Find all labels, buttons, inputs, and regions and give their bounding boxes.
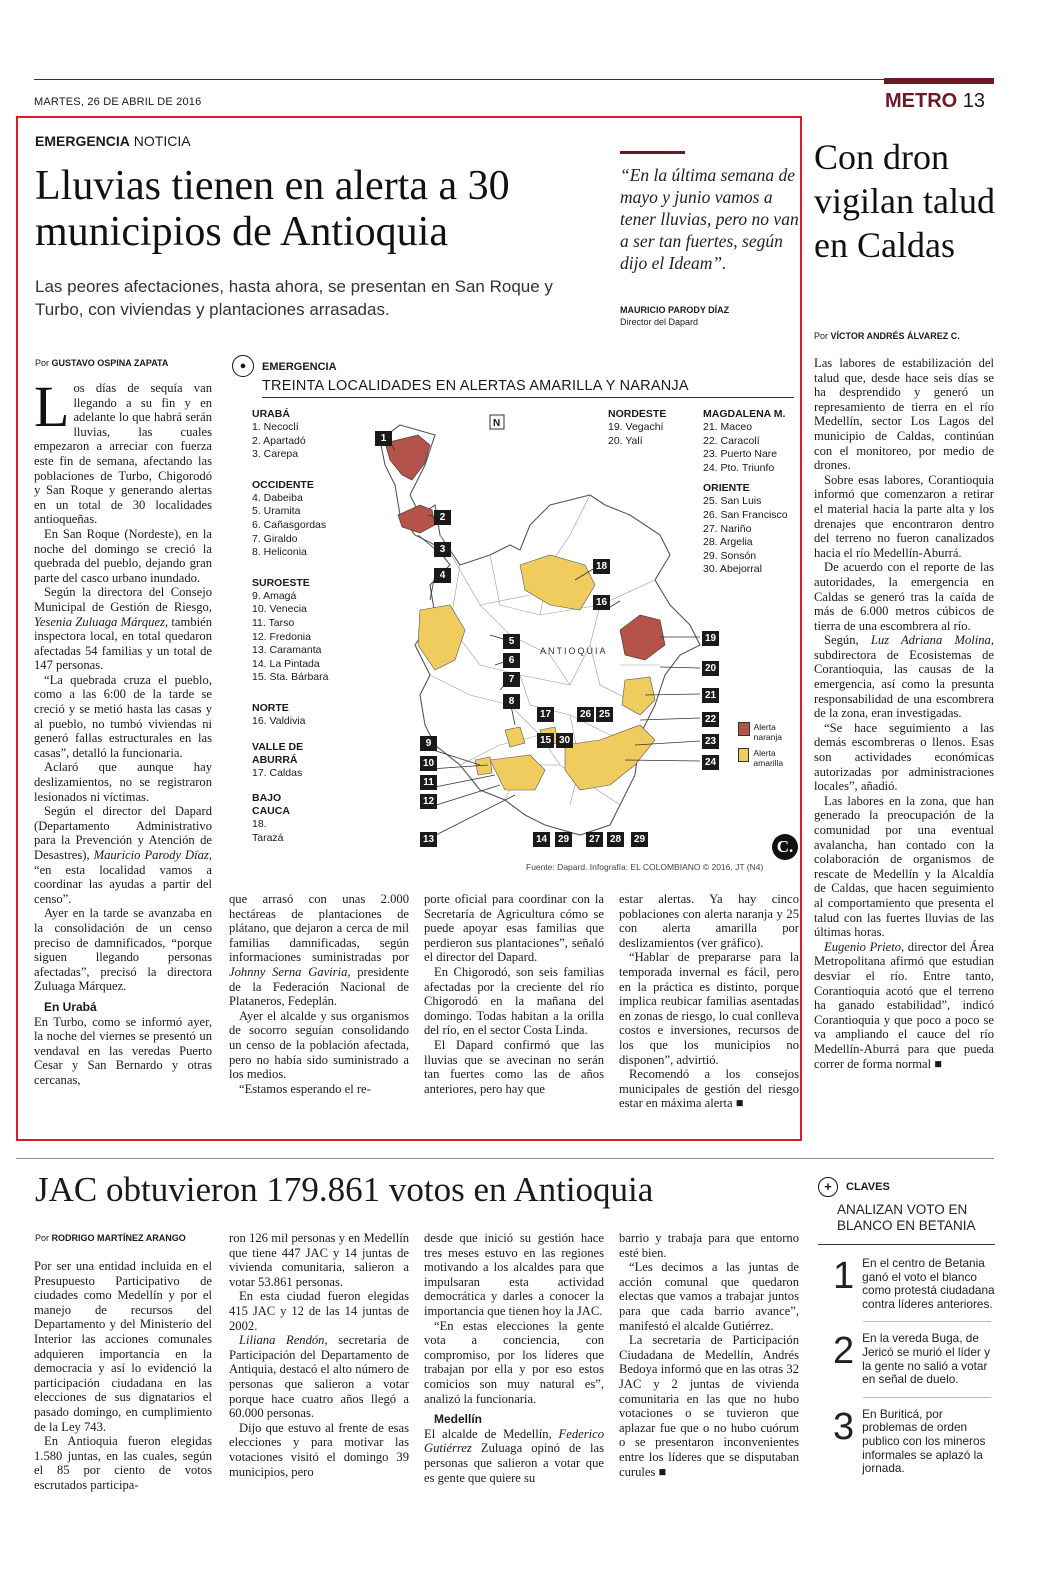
- region-name: ORIENTE: [703, 482, 750, 495]
- article-paragraph: En Antioquia fueron elegidas 1.580 juntas, en las cuales, según el 85 por ciento de votos escrutados participa-: [34, 1434, 212, 1492]
- map-marker-28: 28: [607, 832, 624, 847]
- map-marker-19: 19: [702, 631, 719, 646]
- paragraph-text: La secretaria de Participación Ciudadana de Medellín, Andrés Bedoya informó que en las otras 32 JAC y 2 juntas de vivienda comunitaria en las que no hubo votaciones o se tuvieron que aplazar fue que o no hubo cuórum o se presentaron inconvenientes entre los líderes que se disputaban curules: [619, 1333, 799, 1479]
- quote-author-role: Director del Dapard: [620, 317, 699, 327]
- section-tab: [884, 78, 994, 84]
- article-paragraph: Dijo que estuvo al frente de esas elecciones y para motivar las votaciones visitó el domingo 39 municipios, pero: [229, 1420, 409, 1479]
- locality: 29. Sonsón: [703, 549, 757, 562]
- article-paragraph: En Turbo, como se informó ayer, la noche del viernes se presentó un vendaval en las veredas Puerto Cesar y San Bernardo y otras cercanas,: [34, 1014, 212, 1087]
- map-marker-4: 4: [434, 568, 451, 583]
- legend-orange: [738, 722, 796, 742]
- article-paragraph: “La quebrada cruza el pueblo, como a las 6:00 de la tarde se creció y se metió hasta las casas y al pueblo, no tumbó viviendas ni generó fallas estructurales en las casas”, detalló la funcionaria.: [34, 672, 212, 760]
- locality: 13. Caramanta: [252, 644, 322, 657]
- paragraph-text: El alcalde de Medellín,: [424, 1426, 559, 1441]
- infographic-source: Fuente: Dapard. Infografía: EL COLOMBIANO © 2016. JT (N4): [526, 862, 764, 872]
- byline-author: GUSTAVO OSPINA ZAPATA: [51, 358, 169, 368]
- article-paragraph: barrio y trabaja para que entorno esté bien.: [619, 1231, 799, 1260]
- map-marker-11: 11: [420, 775, 437, 790]
- map-marker-13: 13: [420, 832, 437, 847]
- drop-cap: L: [34, 374, 70, 439]
- byline-author: RODRIGO MARTÍNEZ ARANGO: [51, 1233, 186, 1243]
- region-group-bajo-cauca: [252, 792, 297, 845]
- claves-kicker: CLAVES: [846, 1181, 890, 1193]
- article-paragraph: En San Roque (Nordeste), en la noche del domingo se creció la quebrada del pueblo, dejando gran parte del casco urbano inundado.: [34, 526, 212, 585]
- paragraph-text: os días de sequía van llegando a su fin y en adelante lo que habrá serán lluvias, las cuales empezaron a arreciar con fuerza este fin de semana, afectando las poblaciones de Turbo, Chigorodó y San Roque y generando alertas en un total de 30 localidades antioqueñas.: [34, 381, 212, 527]
- side-column: [814, 356, 994, 1071]
- infographic-title: TREINTA LOCALIDADES EN ALERTAS AMARILLA Y NARANJA: [262, 378, 689, 394]
- article-paragraph: Las labores en la zona, que han generado la preocupación de la comunidad por una eventual avalancha, han contado con la colaboración de organismos de rescate de Medellín y la Alcaldía de Caldas, que hacen seguimiento al comportamiento que presenta el talud con las fuertes lluvias de las últimas horas.: [814, 793, 994, 940]
- map-marker-9: 9: [420, 736, 437, 751]
- claves-rule: [818, 1244, 995, 1245]
- locality: 16. Valdivia: [252, 714, 306, 727]
- map-marker-23: 23: [702, 734, 719, 749]
- infographic-kicker: EMERGENCIA: [262, 361, 337, 373]
- region-name: VALLE DE ABURRÁ: [252, 740, 304, 766]
- claves-list: [833, 1257, 998, 1476]
- water-drop-icon: ●: [232, 355, 254, 377]
- locality: 18. Tarazá: [252, 818, 284, 844]
- person-name: Mauricio Parody Díaz,: [93, 848, 212, 862]
- locality: 25. San Luis: [703, 495, 762, 508]
- legend-swatch-orange: [738, 722, 750, 736]
- plus-icon: +: [818, 1177, 838, 1197]
- north-label: N: [493, 418, 501, 429]
- article-headline: Lluvias tienen en alerta a 30 municipios de Antioquia: [35, 163, 510, 255]
- article-paragraph: El Dapard confirmó que las lluvias que se avecinan no serán tan fuertes como las de años anteriores, pero hay que: [424, 1037, 604, 1096]
- claves-number: 2: [833, 1330, 855, 1373]
- locality: 11. Tarso: [252, 616, 295, 629]
- article-paragraph: Ayer en la tarde se avanzaba en la consolidación de un censo preciso de damnificados, “porque siguen llegando personas afectadas”, precisó la directora Zuluaga Márquez.: [34, 906, 212, 994]
- pull-quote: “En la última semana de mayo y junio vamos a tener lluvias, pero no van a ser tan fuertes, según dijo el Ideam”.: [620, 165, 799, 273]
- paragraph-text: Zuluaga opinó de las personas que salieron a votar que es gente que quiere su: [424, 1441, 604, 1485]
- map-marker-18: 18: [593, 559, 610, 574]
- person-name: Yesenia Zuluaga Márquez,: [34, 614, 169, 629]
- map-marker-12: 12: [420, 794, 437, 809]
- locality: 10. Venecia: [252, 603, 307, 616]
- bottom-column-2: [229, 1231, 409, 1479]
- map-marker-24: 24: [702, 755, 719, 770]
- region-label: ANTIOQUIA: [540, 646, 608, 656]
- article-paragraph: “Les decimos a las juntas de acción comunal que quedaron electas que vamos a trabajar juntos para que cada barrio avance”, manifestó el alcalde Gutiérrez.: [619, 1260, 799, 1333]
- locality: 28. Argelia: [703, 536, 753, 549]
- article-paragraph: “Se hace seguimiento a las demás escombreras o llenos. Esas son actividades económicas autorizadas por administraciones locales”, añadió.: [814, 720, 994, 794]
- legend-swatch-yellow: [738, 748, 749, 762]
- article-paragraph: Las labores de estabilización del talud que, desde hace seis días se ha desprendido y generó un represamiento de tierra en el río Medellín, sector Los Lagos del municipio de Caldas, continúan con el monitoreo, por medio de drones.: [814, 356, 994, 473]
- section-label: [885, 90, 985, 113]
- locality: 4. Dabeiba: [252, 491, 303, 504]
- article-paragraph: [229, 892, 409, 1009]
- region-group-norte: [252, 702, 352, 729]
- article-byline: [35, 358, 168, 368]
- map-marker-15: 15: [537, 733, 554, 748]
- issue-date: MARTES, 26 DE ABRIL DE 2016: [34, 96, 202, 108]
- locality: 19. Vegachí: [608, 421, 664, 433]
- article-paragraph: “Estamos esperando el re-: [239, 1081, 371, 1096]
- paragraph-text: presidente de la Federación Nacional de Plataneros, Fedeplán.: [229, 964, 410, 1009]
- article-column-2: [229, 892, 409, 1096]
- end-mark: ■: [735, 1096, 744, 1111]
- region-name: MAGDALENA M.: [703, 408, 786, 420]
- bottom-column-1: [34, 1259, 212, 1493]
- article-paragraph: Por ser una entidad incluida en el Presupuesto Participativo de ciudades como Medellín y por el manejo de recursos del Departamento y del Ministerio del Interior las acciones comunales adquieren importancia en la democracia y así lo evidenció la participación ciudadana en las elecciones de sus dignatarios el pasado domingo, en cumplimiento de la Ley 743.: [34, 1259, 212, 1434]
- claves-divider: [863, 1397, 991, 1398]
- region-group-valle-aburra: [252, 741, 314, 781]
- map-marker-30: 30: [556, 733, 573, 748]
- region-group-occidente: [252, 479, 352, 560]
- end-mark: ■: [658, 1464, 667, 1479]
- claves-item: [833, 1332, 998, 1386]
- article-paragraph: estar alertas. Ya hay cinco poblaciones con alerta naranja y 25 con alerta amarilla por deslizamientos (ver gráfico).: [619, 892, 799, 950]
- map-marker-21: 21: [702, 688, 719, 703]
- bottom-byline: [35, 1233, 186, 1243]
- claves-title: ANALIZAN VOTO EN BLANCO EN BETANIA: [837, 1202, 976, 1233]
- byline-prefix: Por: [814, 331, 829, 341]
- locality: 7. Giraldo: [252, 532, 298, 545]
- legend-yellow: [738, 748, 796, 768]
- byline-prefix: Por: [35, 358, 50, 368]
- map-marker-26: 26: [577, 707, 594, 722]
- legend-label: Alerta naranja: [753, 722, 782, 742]
- article-paragraph: Aclaró que aunque hay deslizamientos, no se registraron lesionados ni víctimas.: [34, 760, 212, 804]
- article-paragraph: De acuerdo con el reporte de las autoridades, la emergencia en Caldas se generó tras la caída de más de 6.000 metros cúbicos de tierra de una escombrera al río.: [814, 560, 994, 633]
- locality: 12. Fredonia: [252, 630, 311, 643]
- side-byline: [814, 331, 960, 341]
- map-marker-6: 6: [503, 653, 520, 668]
- map-marker-2: 2: [434, 510, 451, 525]
- bottom-column-3: [424, 1231, 604, 1485]
- paragraph-text: director del Área Metropolitana afirmó que estudian desviar el río. Entre tanto, Corantioquia acotó que el terreno ha ganado estabilidad”, indicó Corantioquia y que poco a poco se va ampliando el cauce del río Medellín-Aburrá para que pueda correr de forma normal: [814, 939, 994, 1071]
- quote-rule: [620, 151, 685, 154]
- region-name: NORDESTE: [608, 408, 667, 420]
- claves-divider: [863, 1321, 991, 1322]
- person-name: Liliana Rendón,: [239, 1333, 328, 1348]
- subheading: En Urabá: [44, 999, 97, 1014]
- locality: 23. Puerto Nare: [703, 448, 778, 461]
- map-marker-3: 3: [434, 542, 451, 557]
- article-deck: Las peores afectaciones, hasta ahora, se presentan en San Roque y Turbo, con viviendas y plantaciones arrasadas.: [35, 277, 553, 319]
- byline-author: VÍCTOR ANDRÉS ÁLVAREZ C.: [830, 331, 960, 341]
- claves-text: En la vereda Buga, de Jericó se murió el líder y la gente no salió a votar en señal de duelo.: [862, 1331, 990, 1387]
- locality: 3. Carepa: [252, 448, 299, 461]
- paragraph-text: Recomendó a los consejos municipales de gestión del riesgo estar en máxima alerta: [619, 1067, 799, 1111]
- claves-number: 3: [833, 1405, 855, 1448]
- locality: 15. Sta. Bárbara: [252, 671, 329, 684]
- paragraph-text: Según el director del Dapard (Departamento Administrativo para la Prevención y Atención de Desastres),: [34, 804, 212, 862]
- article-paragraph: Sobre esas labores, Corantioquia informó que comenzaron a retirar el material hacia la parte alta y los drenajes que encontraron dentro del terreno no fueron canalizados hacia el río Medellín-Aburrá.: [814, 472, 994, 560]
- region-group-uraba: [252, 408, 352, 462]
- map-marker-5: 5: [503, 634, 520, 649]
- locality: 17. Caldas: [252, 766, 303, 779]
- map-marker-20: 20: [702, 661, 719, 676]
- region-name: NORTE: [252, 701, 289, 714]
- locality: 14. La Pintada: [252, 657, 320, 670]
- article-column-1: [34, 374, 212, 1088]
- article-paragraph: “En estas elecciones la gente vota a conciencia, con compromiso, por los líderes que trabajan por ella y por eso estos comicios son muy natural es”, analizó la funcionaria.: [424, 1318, 604, 1406]
- bottom-column-4: [619, 1231, 799, 1479]
- infographic-rule: [262, 397, 794, 398]
- article-paragraph: [619, 1067, 799, 1111]
- article-kicker: [35, 133, 191, 149]
- person-name: Luz Adriana Molina,: [870, 633, 994, 648]
- person-name: Federico Gutiérrez: [424, 1426, 604, 1456]
- paragraph-text: que arrasó con unas 2.000 hectáreas de plantaciones de plátano, que dejaron a cerca de mil familias damnificadas, según informaciones suministradas por: [229, 892, 409, 965]
- locality: 6. Cañasgordas: [252, 518, 327, 531]
- article-paragraph: [619, 1333, 799, 1479]
- locality: 20. Yalí: [608, 434, 643, 447]
- paragraph-text: Según la directora del Consejo Municipal de Gestión de Riesgo,: [34, 585, 212, 614]
- paragraph-text: subdirectora de Ecosistemas de Corantioquia, las causas de la emergencia, así como la presunta responsabilidad de una escombrera de la zona, eran investigadas.: [814, 647, 994, 721]
- article-column-3: [424, 892, 604, 1096]
- side-headline: Con dron vigilan talud en Caldas: [814, 137, 995, 265]
- region-name: URABÁ: [252, 408, 290, 420]
- region-list-left: [252, 408, 352, 845]
- article-paragraph: [229, 1333, 409, 1421]
- person-name: Johnny Serna Gaviria,: [229, 964, 351, 979]
- kicker-section: EMERGENCIA: [35, 133, 130, 149]
- article-paragraph: “Hablar de prepararse para la temporada invernal es fácil, pero en la práctica es distinto, porque implica reubicar familias asentadas en zonas de riesgo, lo cual conlleva costos e inversiones, recursos de los que los municipios no disponen”, advirtió.: [619, 950, 799, 1067]
- antioquia-map: [340, 405, 740, 855]
- map-legend: [738, 722, 796, 768]
- paragraph-text: secretaria de Participación del Departamento de Antiquia, destacó el alto número de personas que salieron a votar porque hace cuatro años llegó a 60.000 personas.: [229, 1333, 409, 1421]
- person-name: Eugenio Prieto,: [824, 939, 905, 954]
- locality: 24. Pto. Triunfo: [703, 461, 775, 474]
- article-paragraph: ron 126 mil personas y en Medellín que tiene 447 JAC y 14 juntas de vivienda comunitaria, salieron a votar 53.861 personas.: [229, 1231, 409, 1289]
- article-paragraph: En Chigorodó, son seis familias afectadas por la creciente del río Chigorodó en la mañana del domingo. Todas habitan a la orilla del río, en el sector Costa Linda.: [424, 964, 604, 1038]
- page-number: 13: [962, 90, 986, 112]
- map-marker-17: 17: [537, 707, 554, 722]
- article-column-4: [619, 892, 799, 1111]
- locality: 8. Heliconia: [252, 546, 307, 559]
- quote-author: MAURICIO PARODY DÍAZ: [620, 305, 730, 315]
- claves-number: 1: [833, 1255, 855, 1297]
- locality: 26. San Francisco: [703, 508, 788, 521]
- region-name: BAJO CAUCA: [252, 792, 290, 818]
- claves-item: [833, 1257, 998, 1311]
- locality: 21. Maceo: [703, 421, 753, 433]
- locality: 27. Nariño: [703, 522, 752, 535]
- article-paragraph: porte oficial para coordinar con la Secretaría de Agricultura cómo se puede apoyar esas familias que perdieron sus plantaciones”, señaló el director del Dapard.: [424, 892, 604, 965]
- bottom-headline: JAC obtuvieron 179.861 votos en Antioquia: [35, 1170, 654, 1209]
- map-marker-8: 8: [503, 694, 520, 709]
- article-paragraph: En esta ciudad fueron elegidas 415 JAC y 12 de las 14 juntas de 2002.: [229, 1289, 409, 1333]
- locality: 1. Necoclí: [252, 421, 299, 433]
- byline-prefix: Por: [35, 1233, 50, 1243]
- paragraph-text: también inspectora local, en total quedaron afectadas 54 familias y un total de 147 personas.: [34, 614, 212, 673]
- map-marker-7: 7: [503, 672, 520, 687]
- map-marker-1: 1: [375, 431, 392, 446]
- region-group-suroeste: [252, 577, 352, 685]
- locality: 9. Amagá: [252, 589, 297, 602]
- article-paragraph: [34, 374, 212, 527]
- section-name: METRO: [885, 90, 958, 112]
- end-mark: ■: [934, 1056, 942, 1071]
- map-marker-10: 10: [420, 756, 437, 771]
- map-marker-27: 27: [586, 832, 603, 847]
- article-paragraph: Ayer el alcalde y sus organismos de socorro seguían consolidando un censo de la población afectada, pero no había sido suministrado a los medios.: [229, 1008, 409, 1082]
- article-paragraph: [424, 1427, 604, 1485]
- map-marker-25: 25: [596, 707, 613, 722]
- locality: 30. Abejorral: [703, 563, 762, 576]
- map-marker-29b: 29: [631, 832, 648, 847]
- locality: 22. Caracolí: [703, 434, 760, 447]
- locality: 5. Uramita: [252, 505, 301, 518]
- article-paragraph: [814, 633, 994, 721]
- claves-item: [833, 1405, 998, 1476]
- claves-text: En Buriticá, por problemas de orden publico con los mineros informales se aplazó la jornada.: [862, 1406, 986, 1476]
- header-rule: [34, 79, 994, 80]
- map-marker-22: 22: [702, 712, 719, 727]
- kicker-type: NOTICIA: [133, 133, 191, 149]
- article-paragraph: [34, 804, 212, 906]
- paragraph-text: Según,: [824, 633, 871, 648]
- subheading: Medellín: [434, 1412, 483, 1427]
- paragraph-text: “en esta localidad vamos a coordinar las ayudas a partir del censo”.: [34, 862, 212, 906]
- article-paragraph: desde que inició su gestión hace tres meses estuvo en las regiones motivando a los alcaldes para que impulsaran esta actividad democrática y darles a conocer la importancia que tienen hoy la JAC.: [424, 1231, 604, 1318]
- article-paragraph: [34, 585, 212, 673]
- claves-text: En el centro de Betania ganó el voto el blanco como protestá ciudadana contra líderes anteriores.: [862, 1256, 995, 1311]
- section-divider: [16, 1158, 994, 1159]
- article-paragraph: [814, 940, 994, 1071]
- map-marker-16: 16: [593, 595, 610, 610]
- legend-label: Alerta amarilla: [753, 748, 784, 768]
- region-name: OCCIDENTE: [252, 478, 314, 491]
- region-name: SUROESTE: [252, 576, 310, 589]
- map-marker-14: 14: [533, 832, 550, 847]
- locality: 2. Apartadó: [252, 434, 306, 447]
- map-marker-29a: 29: [555, 832, 572, 847]
- newspaper-logo: C.: [772, 834, 798, 860]
